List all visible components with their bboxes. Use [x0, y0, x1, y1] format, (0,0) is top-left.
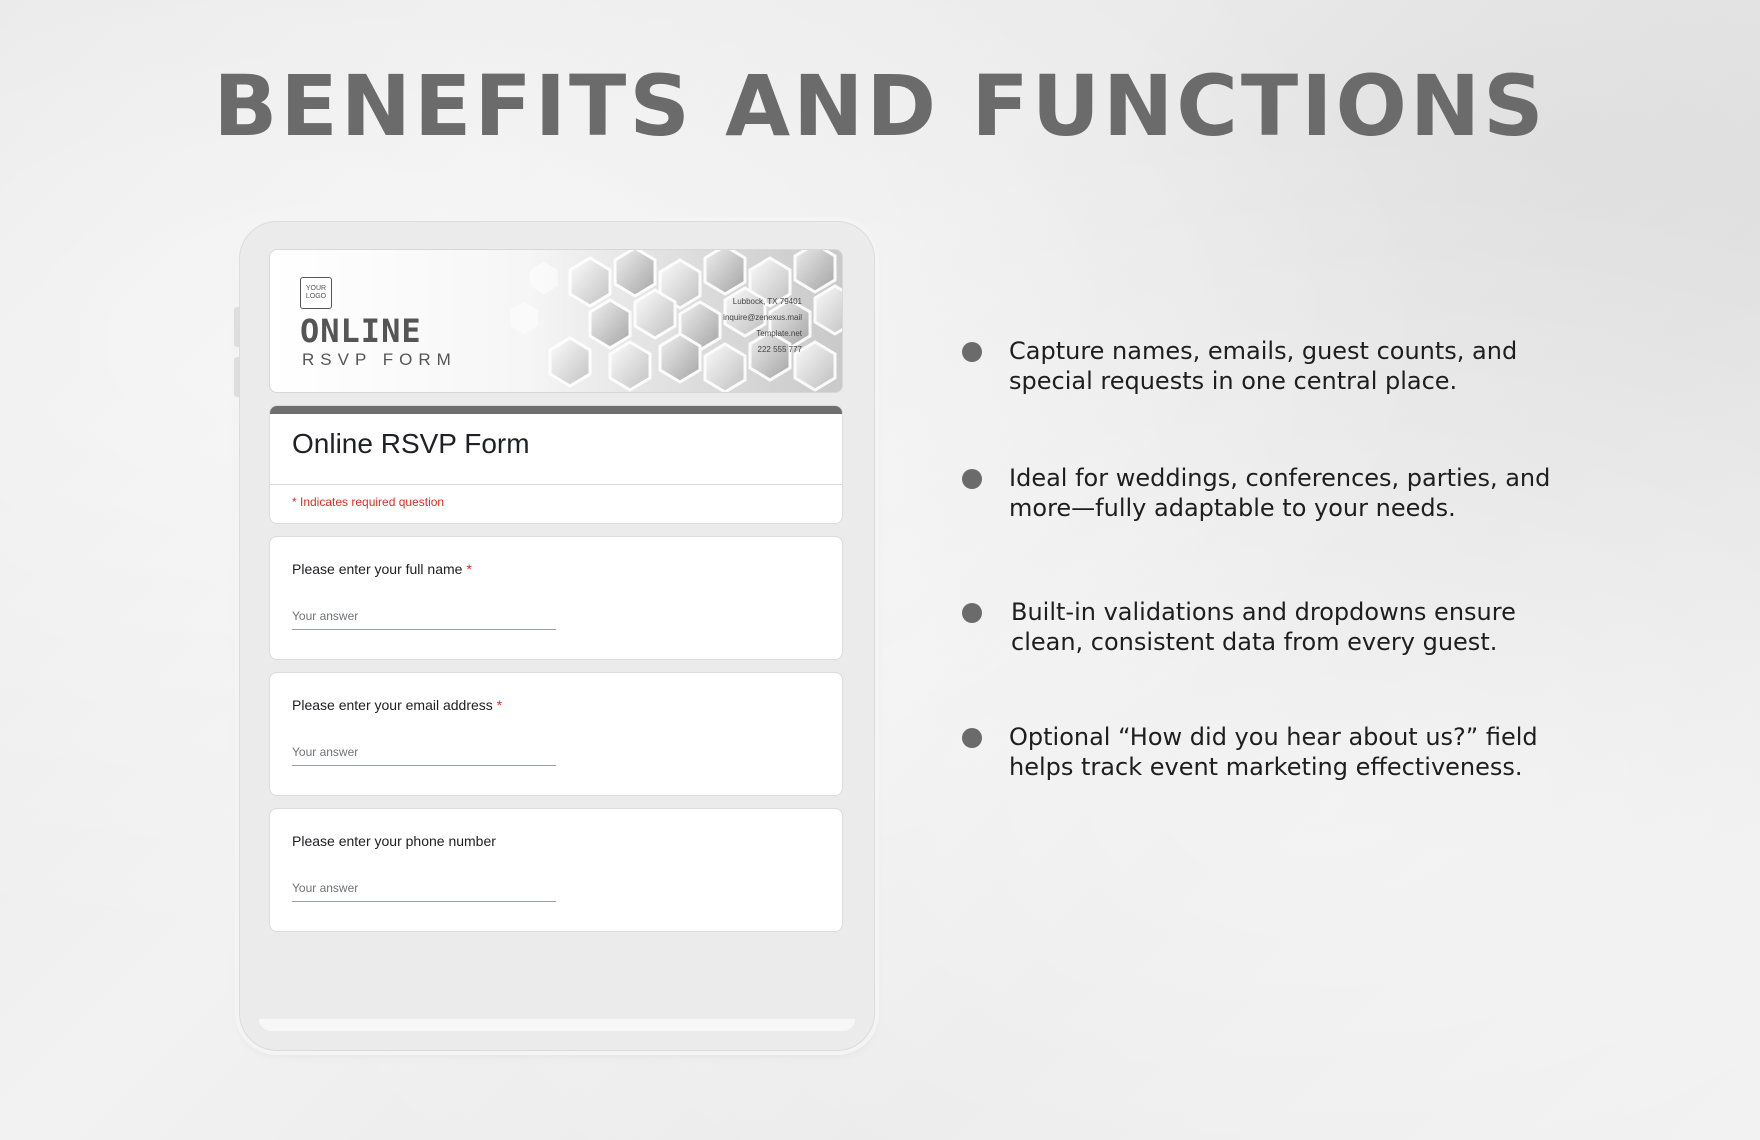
tablet-mockup — [239, 221, 875, 1051]
tablet-side-button — [234, 357, 239, 397]
your-logo-placeholder: YOUR LOGO — [300, 277, 332, 309]
form-accent-bar — [270, 406, 842, 414]
question-text: Please enter your full name — [292, 561, 463, 577]
banner-title: ONLINE — [300, 312, 422, 350]
contact-email: inquire@zenexus.mail — [723, 313, 802, 322]
banner-contact-info — [723, 294, 802, 358]
benefit-text: Ideal for weddings, conferences, parties, and more—fully adaptable to your needs. — [1009, 464, 1551, 522]
form-title: Online RSVP Form — [270, 414, 842, 485]
question-card-phone — [269, 808, 843, 932]
form-header-banner — [269, 249, 843, 393]
contact-address: Lubbock, TX 79401 — [732, 297, 802, 306]
form-title-card — [269, 405, 843, 524]
benefit-text: Optional “How did you hear about us?” field helps track event marketing effectiveness. — [1009, 723, 1538, 781]
banner-subtitle: RSVP FORM — [302, 350, 457, 369]
question-label — [292, 833, 496, 849]
benefit-text: Capture names, emails, guest counts, and special requests in one central place. — [1009, 337, 1518, 395]
question-card-email — [269, 672, 843, 796]
full-name-input[interactable] — [292, 605, 556, 630]
tablet-bottom-edge — [259, 1019, 855, 1031]
phone-input[interactable] — [292, 877, 556, 902]
question-label — [292, 561, 472, 577]
page-headline: BENEFITS AND FUNCTIONS — [213, 57, 1547, 155]
question-label — [292, 697, 502, 713]
bullet-dot-icon — [962, 342, 982, 362]
bullet-dot-icon — [962, 469, 982, 489]
question-card-full-name — [269, 536, 843, 660]
tablet-side-button — [234, 307, 239, 347]
question-text: Please enter your email address — [292, 697, 493, 713]
benefit-text: Built-in validations and dropdowns ensure clean, consistent data from every guest. — [1011, 598, 1516, 656]
contact-website: Template.net — [756, 329, 802, 338]
form-screen — [269, 249, 843, 932]
bullet-dot-icon — [962, 728, 982, 748]
required-question-note: * Indicates required question — [292, 495, 445, 509]
required-asterisk: * — [466, 561, 472, 577]
question-text: Please enter your phone number — [292, 833, 496, 849]
bullet-dot-icon — [962, 603, 982, 623]
required-asterisk: * — [496, 697, 503, 713]
contact-phone: 222 555 777 — [757, 345, 802, 354]
email-input[interactable] — [292, 741, 556, 766]
